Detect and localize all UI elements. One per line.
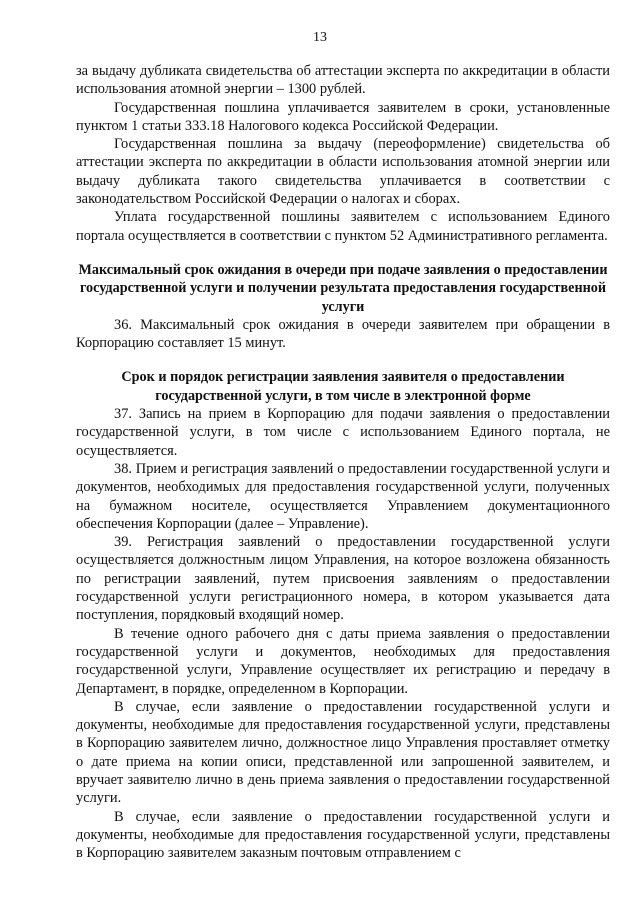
paragraph: Уплата государственной пошлины заявителем с использованием Единого портала осуществляется в соответствии с пунктом 52 Административного регламента. — [76, 209, 610, 244]
document-body — [76, 62, 610, 862]
page-number: 13 — [313, 30, 327, 45]
section-heading: Максимальный срок ожидания в очереди при подаче заявления о предоставлении государственной услуги и получении результата предоставления государственной услуги — [78, 261, 608, 315]
paragraph: 38. Прием и регистрация заявлений о предоставлении государственной услуги и документов, необходимых для предоставления государственной услуги, полученных на бумажном носителе, осуществляется Управлением документационного обеспечения Корпорации (далее – Управление). — [76, 460, 610, 532]
paragraph: 37. Запись на прием в Корпорацию для подачи заявления о предоставлении государственной услуги, в том числе с использованием Единого портала, не осуществляется. — [76, 406, 610, 459]
paragraph: В случае, если заявление о предоставлении государственной услуги и документы, необходимые для предоставления государственной услуги, представлены в Корпорацию заявителем лично, должностное лицо Управления проставляет отметку о дате приема на копии описи, представленной или запрошенной заявителем, и вручает заявителю лично в день приема заявления о предоставлении государственной услуги. — [76, 698, 610, 807]
paragraph: Государственная пошлина за выдачу (переоформление) свидетельства об аттестации эксперта по аккредитации в области использования атомной энергии или выдачу дубликата такого свидетельства уплачивается в соответствии с законодательством Российской Федерации о налогах и сборах. — [76, 136, 610, 208]
paragraph: за выдачу дубликата свидетельства об аттестации эксперта по аккредитации в области использования атомной энергии – 1300 рублей. — [76, 63, 610, 98]
paragraph: 39. Регистрация заявлений о предоставлении государственной услуги осуществляется должностным лицом Управления, на которое возложена обязанность по регистрации заявлений, путем присвоения заявлениям о предоставлении государственной услуги регистрационного номера, в котором указывается дата поступления, порядковый входящий номер. — [76, 534, 610, 624]
paragraph: В течение одного рабочего дня с даты приема заявления о предоставлении государственной услуги и документов, необходимых для предоставления государственной услуги, Управление осуществляет их регистрацию и передачу в Департамент, в порядке, определенном в Корпорации. — [76, 625, 610, 697]
paragraph: 36. Максимальный срок ожидания в очереди заявителем при обращении в Корпорацию составляет 15 минут. — [76, 316, 610, 352]
section-heading: Срок и порядок регистрации заявления заявителя о предоставлении государственной услуги, в том числе в электронной форме — [121, 369, 565, 404]
paragraph: В случае, если заявление о предоставлении государственной услуги и документы, необходимые для предоставления государственной услуги, представлены в Корпорацию заявителем заказным почтовым отправлением с — [76, 808, 610, 862]
paragraph: Государственная пошлина уплачивается заявителем в сроки, установленные пунктом 1 статьи 333.18 Налогового кодекса Российской Федерации. — [76, 99, 610, 134]
